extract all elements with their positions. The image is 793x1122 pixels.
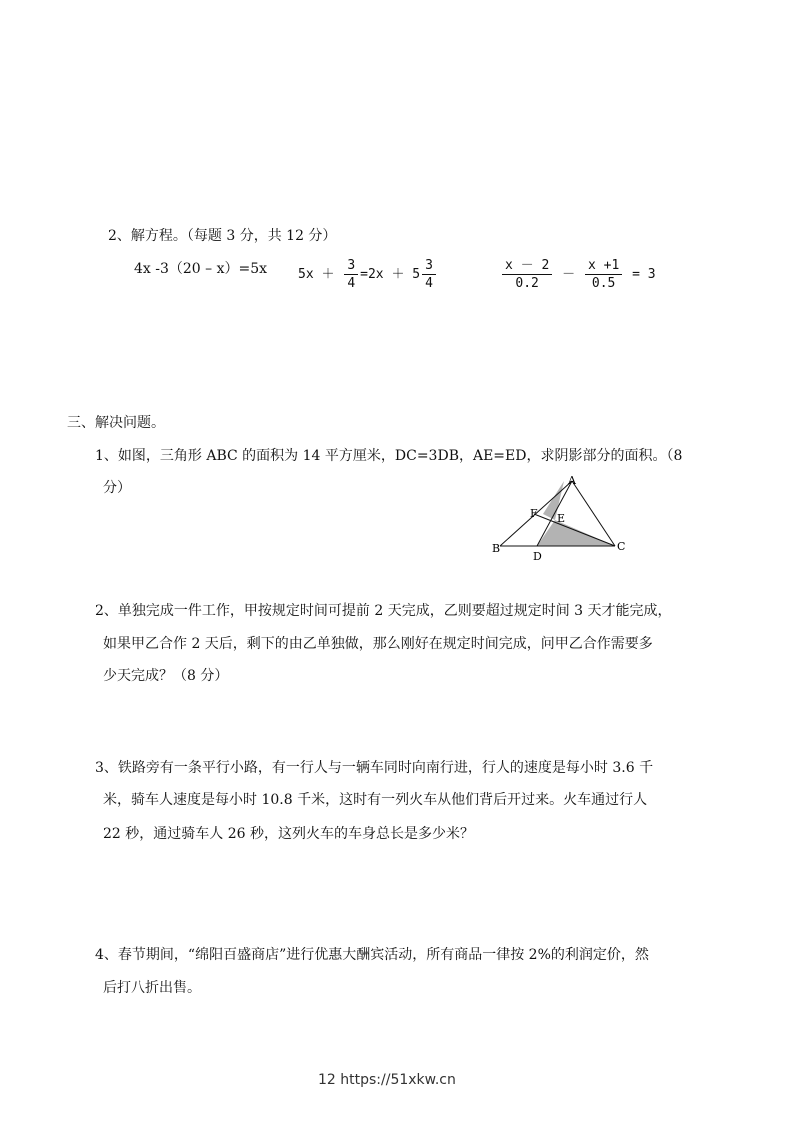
q3-line1: 3、铁路旁有一条平行小路，有一行人与一辆车同时向南行进，行人的速度是每小时 3.6 千 — [95, 760, 654, 776]
section2-heading: 2、解方程。（每题 3 分，共 12 分） — [108, 228, 337, 244]
q2-line2: 如果甲乙合作 2 天后，剩下的由乙单独做，那么刚好在规定时间完成，问甲乙合作需要多 — [103, 636, 653, 652]
section3-heading: 三、解决问题。 — [67, 415, 165, 431]
eq3-fraction-1: $\frac{x - 2}{0.2}$ — [502, 258, 552, 291]
q2-line3: 少天完成？（8 分） — [103, 668, 229, 684]
label-b: B — [492, 542, 501, 555]
q4-line1: 4、春节期间，“绵阳百盛商店”进行优惠大酬宾活动，所有商品一律按 2%的利润定价，然 — [95, 947, 649, 963]
eq2-fraction-2: $\frac{3}{4}$ — [422, 258, 436, 291]
equation-3 — [500, 258, 656, 291]
q1-line2: 分） — [103, 480, 131, 496]
label-e: E — [557, 512, 566, 525]
eq2-fraction-1: $\frac{3}{4}$ — [344, 258, 358, 291]
q2-line1: 2、单独完成一件工作，甲按规定时间可提前 2 天完成，乙则要超过规定时间 3 天才能完成， — [95, 603, 672, 619]
eq3-rhs: = 3 — [632, 267, 656, 282]
eq3-minus: － — [562, 267, 576, 282]
label-d: D — [533, 550, 542, 563]
q3-line3: 22 秒，通过骑车人 26 秒，这列火车的车身总长是多少米？ — [103, 826, 474, 842]
label-f: F — [530, 507, 538, 520]
q4-line2: 后打八折出售。 — [103, 980, 201, 996]
eq2-part1: 5x ＋ — [298, 267, 335, 282]
eq3-fraction-2: $\frac{x +1}{0.5}$ — [585, 258, 622, 291]
label-a: A — [568, 476, 576, 487]
triangle-figure — [490, 476, 630, 566]
equation-2 — [298, 258, 438, 291]
q1-line1: 1、如图，三角形 ABC 的面积为 14 平方厘米，DC=3DB，AE=ED，求阴影部分的面积。（8 — [95, 448, 683, 464]
page-footer: 12 https://51xkw.cn — [318, 1072, 456, 1088]
q3-line2: 米，骑车人速度是每小时 10.8 千米，这时有一列火车从他们背后开过来。火车通过行人 — [103, 792, 648, 808]
eq2-part2: =2x ＋ 5 — [360, 267, 421, 282]
equation-1: 4x -3（20 – x）=5x — [134, 261, 268, 277]
label-c: C — [617, 540, 626, 553]
